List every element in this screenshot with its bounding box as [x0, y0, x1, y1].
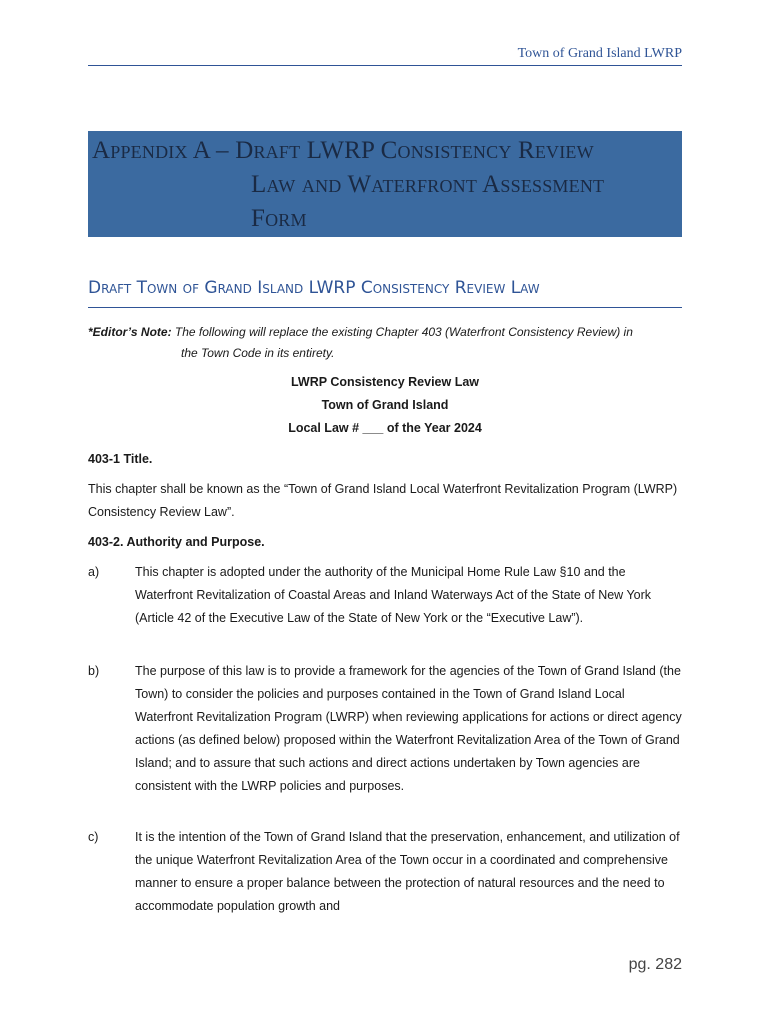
- editor-note-line-1: [88, 322, 682, 343]
- section-403-2-heading: 403-2. Authority and Purpose.: [88, 535, 265, 549]
- appendix-title-line-1: Appendix A – Draft LWRP Consistency Review: [92, 137, 594, 164]
- editor-note-text-2: the Town Code in its entirety.: [181, 346, 335, 360]
- page-number: pg. 282: [628, 956, 682, 973]
- section-403-1-heading: 403-1 Title.: [88, 452, 153, 466]
- header-rule: [88, 65, 682, 66]
- list-item-c: [88, 826, 682, 918]
- law-title-line-2: Town of Grand Island: [321, 398, 449, 412]
- editor-note-label: *Editor’s Note:: [88, 325, 172, 339]
- list-item-a: [88, 561, 682, 630]
- section-rule: [88, 307, 682, 308]
- law-title-line-1: LWRP Consistency Review Law: [290, 375, 480, 389]
- law-title-block: [88, 371, 682, 440]
- list-item-text: The purpose of this law is to provide a framework for the agencies of the Town of Grand Island (the Town) to consider the policies and purposes contained in the Town of Grand Island Local Waterfront Revitalization Program (LWRP) when reviewing applications for actions or direct agency actions (as defined below) proposed within the Waterfront Revitalization Area of the Town of Grand Island; and to assure that such actions and direct actions undertaken by Town agencies are consistent with the LWRP policies and purposes.: [135, 664, 682, 793]
- appendix-title-line-3: Form: [251, 205, 307, 232]
- editor-note-text-1: The following will replace the existing Chapter 403 (Waterfront Consistency Review) in: [171, 325, 633, 339]
- running-header: Town of Grand Island LWRP: [517, 46, 682, 61]
- list-item-text: This chapter is adopted under the authority of the Municipal Home Rule Law §10 and the Waterfront Revitalization of Coastal Areas and Inland Waterways Act of the State of New York (Article 42 of the Executive Law of the State of New York or the “Executive Law”).: [135, 565, 652, 625]
- section-heading: Draft Town of Grand Island LWRP Consistency Review Law: [88, 278, 540, 298]
- appendix-title-line-2: Law and Waterfront Assessment: [251, 171, 605, 198]
- editor-note: [88, 322, 682, 364]
- list-item-text: It is the intention of the Town of Grand Island that the preservation, enhancement, and utilization of the unique Waterfront Revitalization Area of the Town occur in a coordinated and comprehensive manner to ensure a proper balance between the protection of natural resources and the need to accommodate population growth and: [135, 830, 680, 913]
- section-403-1-text: This chapter shall be known as the “Town of Grand Island Local Waterfront Revitalization Program (LWRP) Consistency Review Law”.: [88, 482, 678, 519]
- law-title-line-3: Local Law # ___ of the Year 2024: [288, 421, 482, 435]
- list-marker: b): [88, 664, 100, 678]
- appendix-title-banner: [88, 131, 682, 237]
- list-marker: a): [88, 565, 100, 579]
- list-item-b: [88, 660, 682, 798]
- list-marker: c): [88, 830, 99, 844]
